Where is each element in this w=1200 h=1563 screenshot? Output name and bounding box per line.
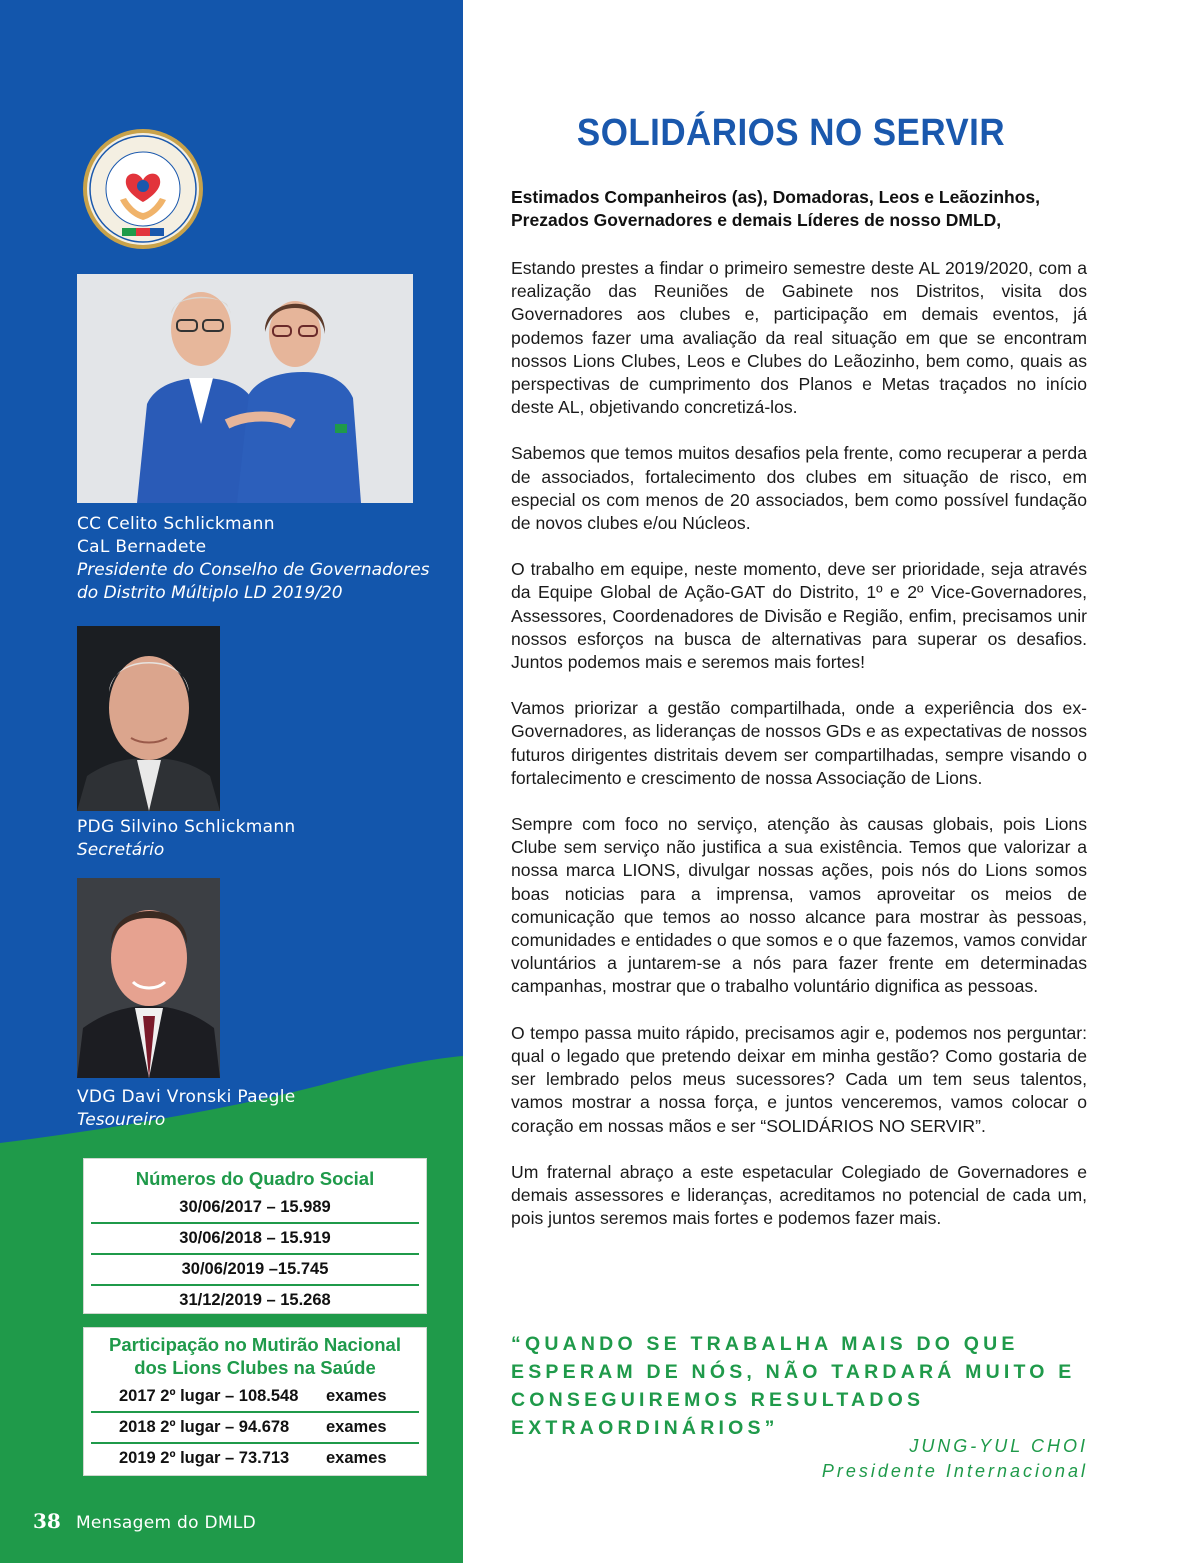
paragraph: Vamos priorizar a gestão compartilhada, onde a experiência dos ex-Governadores, as lideranças de nossos GDs e as expectativas de nossos futuros dirigentes distritais devem ser compartilhadas, sempre visando o fortalecimento e crescimento de nossa Associação de Lions.: [511, 698, 1088, 788]
table-row: [91, 1382, 419, 1413]
paragraph: Sempre com foco no serviço, atenção às causas globais, pois Lions Clube sem serviço não justifica a sua existência. Temos que valorizar a nossa marca LIONS, divulgar nossas ações, pois nós do Lions somos boas noticias para a imprensa, vamos aproveitar os meios de comunicação que temos ao nosso alcance para mostrar às pessoas, comunidades e entidades o que somos e o que fazemos, vamos convidar voluntários a juntarem-se a nós para fazer frente em determinadas campanhas, mostrar que o trabalho voluntário dignifica as pessoas.: [511, 814, 1087, 997]
table-cell: exames: [326, 1418, 387, 1436]
paragraph: O tempo passa muito rápido, precisamos agir e, podemos nos perguntar: qual o legado que pretendo deixar em minha gestão? Como gostaria de ser lembrado pelos meus sucessores? Cada um tem seus talentos, vamos mostrar a nossa força, e juntos venceremos, vamos colocar o coração em nossas mãos e ser “SOLIDÁRIOS NO SERVIR”.: [511, 1022, 1087, 1136]
mutirao-box: [83, 1327, 427, 1476]
table-row: 31/12/2019 – 15.268: [179, 1291, 331, 1309]
salutation: [511, 186, 1111, 232]
davi-photo: [77, 878, 220, 1078]
paragraph: Sabemos que temos muitos desafios pela frente, como recuperar a perda de associados, fortalecimento dos clubes em situação de risco, em especial os com menos de 20 associados, bem como possível fundação de novos clubes e/ou Núcleos.: [511, 443, 1087, 534]
caption-treasurer: [77, 1086, 295, 1132]
person-role: Tesoureiro: [77, 1110, 166, 1130]
table-row: 30/06/2019 –15.745: [91, 1255, 419, 1286]
box-title: Números do Quadro Social: [135, 1168, 375, 1189]
person-role: Presidente do Conselho de Governadores: [77, 560, 430, 580]
lions-seal-icon: [82, 128, 204, 250]
person-name: CC Celito Schlickmann: [77, 514, 275, 534]
person-role: do Distrito Múltiplo LD 2019/20: [77, 583, 343, 603]
table-cell: 2017 2º lugar – 108.548: [119, 1387, 299, 1405]
sidebar: [0, 0, 463, 1563]
caption-president: [77, 513, 430, 605]
salutation-line: Prezados Governadores e demais Líderes de nosso DMLD,: [511, 210, 1002, 230]
table-row: 30/06/2017 – 15.989: [91, 1193, 419, 1224]
table-cell: exames: [326, 1387, 387, 1405]
salutation-line: Estimados Companheiros (as), Domadoras, Leos e Leãozinhos,: [511, 187, 1041, 207]
person-name: PDG Silvino Schlickmann: [77, 817, 296, 837]
box-title-line: dos Lions Clubes na Saúde: [134, 1357, 376, 1378]
person-name: VDG Davi Vronski Paegle: [77, 1087, 296, 1107]
table-row: [91, 1444, 419, 1473]
quadro-social-box: [83, 1158, 427, 1314]
person-name: CaL Bernadete: [77, 537, 207, 557]
table-row: 30/06/2018 – 15.919: [91, 1224, 419, 1255]
paragraph: Estando prestes a findar o primeiro semestre deste AL 2019/2020, com a realização das Reuniões de Gabinete nos Distritos, visita dos Governadores aos clubes e, participação em demais eventos, já podemos fazer uma avaliação da real situação em que se encontram nossos Lions Clubes, Leos e Clubes do Leãozinho, bem como, quais as perspectivas de cumprimento dos Planos e Metas traçados no início deste AL, objetivando concretizá-los.: [511, 258, 1087, 418]
table-cell: 2018 2º lugar – 94.678: [119, 1418, 290, 1436]
quote-attribution: [700, 1434, 1088, 1484]
page-title: SOLIDÁRIOS NO SERVIR: [576, 112, 1006, 154]
table-row: [91, 1413, 419, 1444]
box-title: [84, 1333, 426, 1379]
page-number: 38: [33, 1509, 61, 1533]
author-name: JUNG-YUL CHOI: [909, 1436, 1088, 1456]
silvino-photo: [77, 626, 220, 811]
paragraph: Um fraternal abraço a este espetacular Colegiado de Governadores e demais assessores e lideranças, acreditamos no potencial de cada um, pois juntos seremos mais fortes e podemos fazer mais.: [511, 1161, 1087, 1229]
article-body: [511, 257, 1087, 1253]
page-footer: [33, 1509, 256, 1533]
pull-quote: “QUANDO SE TRABALHA MAIS DO QUE ESPERAM DE NÓS, NÃO TARDARÁ MUITO E CONSEGUIREMOS RESULTADOS EXTRAORDINÁRIOS”: [511, 1333, 1076, 1439]
author-role: Presidente Internacional: [821, 1461, 1088, 1481]
table-cell: exames: [326, 1449, 387, 1467]
person-role: Secretário: [77, 840, 165, 860]
box-title-line: Participação no Mutirão Nacional: [109, 1334, 401, 1355]
couple-photo: [77, 274, 413, 503]
table-cell: 2019 2º lugar – 73.713: [119, 1449, 290, 1467]
footer-label: Mensagem do DMLD: [75, 1513, 257, 1533]
caption-secretary: [77, 816, 296, 862]
paragraph: O trabalho em equipe, neste momento, deve ser prioridade, seja através da Equipe Global de Ação-GAT do Distrito, 1º e 2º Vice-Governadores, Assessores, Coordenadores de Divisão e Região, enfim, precisamos unir nossos esforços na busca de alternativas para superar os desafios. Juntos podemos mais e seremos mais fortes!: [511, 559, 1087, 673]
